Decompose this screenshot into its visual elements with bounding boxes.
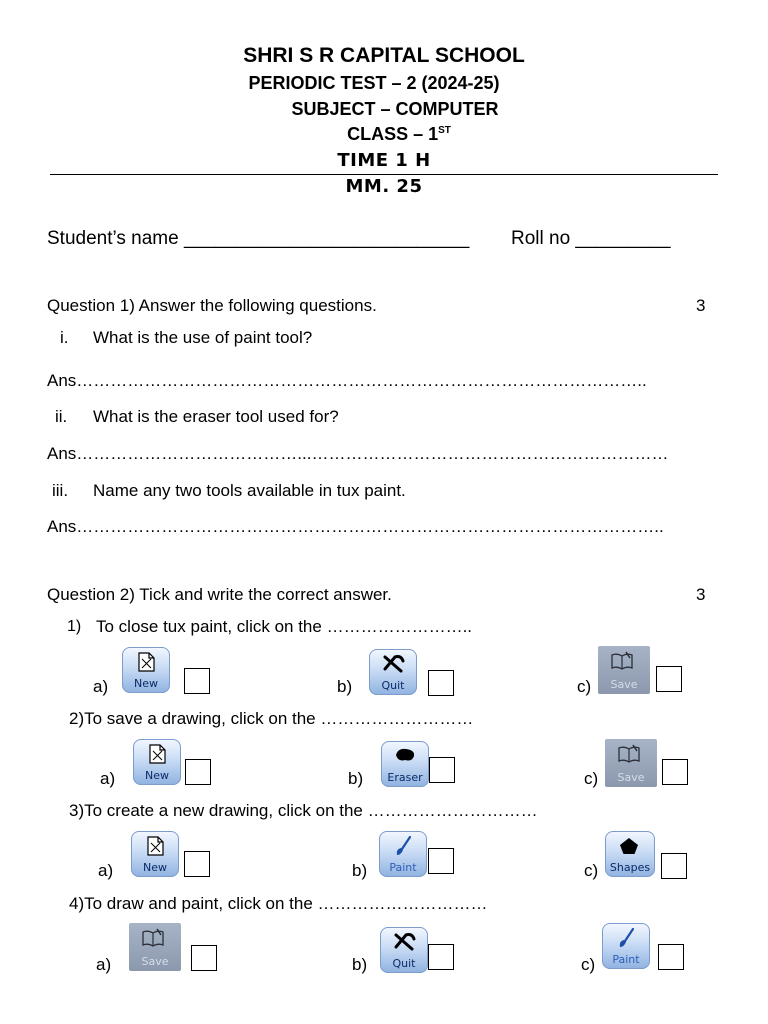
answer-checkbox[interactable] — [191, 945, 217, 971]
answer-checkbox[interactable] — [428, 944, 454, 970]
option-letter: c) — [581, 955, 596, 974]
q1-item-text: What is the use of paint tool? — [93, 328, 313, 347]
option-letter: a) — [93, 677, 109, 696]
icon-label: Paint — [389, 861, 417, 874]
save-tool-icon[interactable] — [129, 923, 181, 971]
answer-checkbox[interactable] — [661, 853, 687, 879]
q1-title: Question 1) Answer the following questions. — [47, 296, 377, 315]
answer-checkbox[interactable] — [428, 848, 454, 874]
icon-label: New — [143, 861, 167, 874]
q1-answer-line[interactable]: Ans…………………………………...……………………………………………………… — [47, 444, 669, 463]
save-tool-icon[interactable] — [598, 646, 650, 694]
quit-tool-icon[interactable] — [380, 927, 428, 973]
q2-marks: 3 — [696, 585, 706, 604]
answer-checkbox[interactable] — [658, 944, 684, 970]
option-letter: a) — [96, 955, 112, 974]
q1-item-text: What is the eraser tool used for? — [93, 407, 339, 426]
option-letter: a) — [98, 861, 114, 880]
marks-title: MM. 25 — [345, 176, 423, 197]
paint-tool-icon[interactable] — [602, 923, 650, 969]
q1-item-num: iii. — [52, 481, 69, 500]
icon-label: Paint — [612, 953, 640, 966]
school-name: SHRI S R CAPITAL SCHOOL — [243, 44, 525, 67]
quit-tool-icon[interactable] — [369, 649, 417, 695]
answer-checkbox[interactable] — [428, 670, 454, 696]
answer-checkbox[interactable] — [184, 851, 210, 877]
save-tool-icon[interactable] — [605, 739, 657, 787]
option-letter: b) — [337, 677, 353, 696]
q1-answer-line[interactable]: Ans……………………………………………………………………………………….. — [47, 371, 647, 390]
icon-label: Shapes — [609, 861, 651, 874]
q2-item-text: 3)To create a new drawing, click on the ………………………… — [69, 801, 538, 820]
answer-checkbox[interactable] — [184, 668, 210, 694]
option-letter: c) — [577, 677, 592, 696]
icon-label: New — [134, 677, 158, 690]
icon-label: Save — [610, 678, 638, 691]
q1-item-num: ii. — [55, 407, 68, 426]
option-letter: b) — [352, 955, 368, 974]
answer-checkbox[interactable] — [656, 666, 682, 692]
new-tool-icon[interactable] — [122, 647, 170, 693]
q1-marks: 3 — [696, 296, 706, 315]
new-tool-icon[interactable] — [131, 831, 179, 877]
q2-title: Question 2) Tick and write the correct answer. — [47, 585, 392, 604]
q2-item-text: To close tux paint, click on the …………………….. — [96, 617, 473, 636]
header-rule — [50, 174, 718, 175]
class-text: CLASS – 1 — [347, 124, 439, 144]
answer-checkbox[interactable] — [662, 759, 688, 785]
q1-item-num: i. — [60, 328, 69, 347]
answer-checkbox[interactable] — [429, 757, 455, 783]
option-letter: b) — [352, 861, 368, 880]
option-letter: a) — [100, 769, 116, 788]
student-name-field[interactable]: Student’s name ___________________________ — [47, 228, 470, 249]
icon-label: Quit — [381, 679, 405, 692]
icon-label: New — [145, 769, 169, 782]
class-sup: ST — [438, 125, 451, 136]
class-title — [0, 124, 768, 145]
icon-label: Save — [617, 771, 645, 784]
q1-answer-line[interactable]: Ans………………………………………………………………………………………….. — [47, 517, 664, 536]
new-tool-icon[interactable] — [133, 739, 181, 785]
eraser-tool-icon[interactable] — [381, 741, 429, 787]
subject-title: SUBJECT – COMPUTER — [291, 99, 499, 119]
shapes-tool-icon[interactable] — [605, 831, 655, 877]
icon-label: Save — [141, 955, 169, 968]
q2-item-text: 2)To save a drawing, click on the ……………………… — [69, 709, 474, 728]
q2-item-num: 1) — [67, 618, 82, 635]
icon-label: Quit — [392, 957, 416, 970]
roll-no-field[interactable]: Roll no _________ — [511, 228, 671, 249]
paint-tool-icon[interactable] — [379, 831, 427, 877]
answer-checkbox[interactable] — [185, 759, 211, 785]
q1-item-text: Name any two tools available in tux paint. — [93, 481, 406, 500]
q2-item-text: 4)To draw and paint, click on the ………………………… — [69, 894, 488, 913]
option-letter: c) — [584, 861, 599, 880]
option-letter: b) — [348, 769, 364, 788]
test-title: PERIODIC TEST – 2 (2024-25) — [248, 73, 500, 93]
option-letter: c) — [584, 769, 599, 788]
icon-label: Eraser — [387, 771, 423, 784]
time-title: TIME 1 H — [337, 150, 431, 171]
